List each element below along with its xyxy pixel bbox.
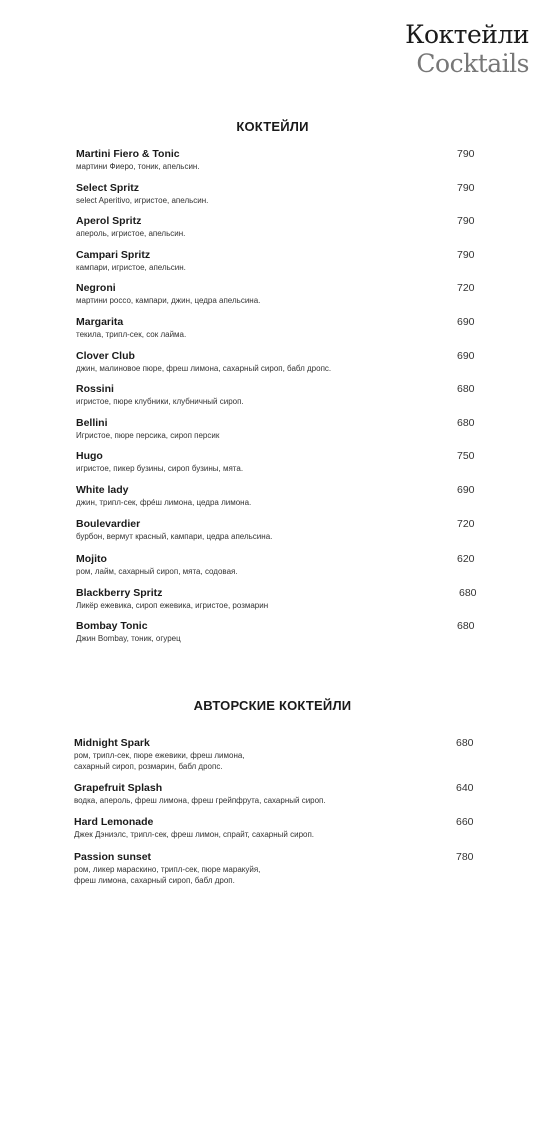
item-price: 620 — [457, 553, 475, 566]
item-name: Hard Lemonade — [74, 816, 154, 828]
item-description: ром, лайм, сахарный сироп, мята, содовая. — [76, 567, 238, 577]
item-description: джин, малиновое пюре, фреш лимона, сахарный сироп, бабл дропс. — [76, 363, 332, 373]
menu-item — [76, 182, 476, 216]
signature-cocktail-list — [74, 737, 476, 896]
menu-item — [74, 816, 476, 851]
item-price: 720 — [457, 282, 475, 295]
item-price: 680 — [457, 383, 475, 396]
item-name: Grapefruit Splash — [74, 782, 163, 794]
item-description: бурбон, вермут красный, кампари, цедра апельсина. — [76, 531, 273, 541]
item-price: 680 — [456, 737, 474, 749]
item-description: кампари, игристое, апельсин. — [76, 262, 186, 272]
item-price: 680 — [459, 586, 477, 599]
item-price: 750 — [457, 450, 475, 463]
menu-item — [76, 518, 476, 554]
item-price: 660 — [456, 816, 474, 828]
item-name: Bellini — [76, 416, 108, 429]
menu-item — [74, 737, 476, 782]
item-price: 690 — [457, 315, 475, 328]
item-name: Select Spritz — [76, 181, 140, 194]
item-description-line: водка, апероль, фреш лимона, фреш грейпфрута, сахарный сироп. — [74, 796, 326, 805]
page-header — [405, 20, 529, 78]
menu-item — [76, 383, 476, 417]
item-description: джин, трипл-сек, фрéш лимона, цедра лимона. — [76, 497, 252, 507]
item-price: 780 — [456, 851, 474, 863]
item-description: текила, трипл-сек, сок лайма. — [76, 329, 187, 339]
item-name: Margarita — [76, 315, 124, 328]
menu-item — [76, 316, 476, 350]
item-name: Aperol Spritz — [76, 215, 142, 228]
item-name: Blackberry Spritz — [76, 586, 163, 599]
item-name: Hugo — [76, 450, 103, 463]
item-price: 790 — [457, 215, 475, 228]
item-description: Ликёр ежевика, сироп ежевика, игристое, розмарин — [76, 600, 269, 610]
item-description: мартини Фиеро, тоник, апельсин. — [76, 162, 200, 171]
item-name: Martini Fiero & Tonic — [76, 148, 180, 160]
item-price: 720 — [457, 517, 475, 530]
item-name: White lady — [76, 483, 129, 496]
menu-item — [76, 484, 476, 518]
item-price: 790 — [457, 181, 475, 194]
item-name: Bombay Tonic — [76, 620, 148, 633]
menu-item — [76, 282, 476, 316]
item-description: Игристое, пюре персика, сироп персик — [76, 430, 220, 440]
section-title-cocktails: КОКТЕЙЛИ — [236, 119, 309, 134]
menu-item — [76, 215, 476, 249]
menu-item — [76, 148, 476, 182]
item-name: Clover Club — [76, 349, 135, 362]
menu-item — [76, 553, 476, 587]
menu-item — [76, 450, 476, 484]
item-name: Campari Spritz — [76, 248, 151, 261]
item-price: 680 — [457, 620, 475, 633]
item-price: 640 — [456, 782, 474, 794]
item-name: Negroni — [76, 282, 116, 295]
item-price: 690 — [457, 483, 475, 496]
item-description: select Aperitivo, игристое, апельсин. — [76, 195, 209, 205]
menu-item — [76, 249, 476, 283]
item-description: Джин Bombay, тоник, огурец — [76, 634, 181, 644]
menu-item — [74, 851, 476, 896]
item-description: апероль, игристое, апельсин. — [76, 229, 186, 239]
item-description-line: ром, ликер мараскино, трипл-сек, пюре маракуйя, — [74, 865, 261, 874]
header-title-en: Cocktails — [416, 49, 529, 78]
item-name: Passion sunset — [74, 851, 152, 863]
menu-item — [76, 417, 476, 451]
menu-item — [74, 782, 476, 816]
item-description: игристое, пюре клубники, клубничный сироп. — [76, 397, 244, 407]
item-name: Boulevardier — [76, 517, 141, 530]
item-name: Midnight Spark — [74, 737, 150, 749]
cocktail-list — [76, 148, 476, 654]
item-price: 790 — [457, 148, 475, 160]
menu-item — [76, 350, 476, 384]
menu-item — [76, 587, 476, 621]
item-description-line: фреш лимона, сахарный сироп, бабл дроп. — [74, 876, 235, 885]
item-price: 690 — [457, 349, 475, 362]
item-price: 790 — [457, 248, 475, 261]
item-price: 680 — [457, 416, 475, 429]
item-description-line: Джек Дэниэлс, трипл-сек, фреш лимон, спрайт, сахарный сироп. — [74, 830, 315, 839]
menu-item — [76, 620, 476, 654]
section-title-signature-cocktails: АВТОРСКИЕ КОКТЕЙЛИ — [193, 698, 352, 713]
header-title-ru: Коктейли — [405, 20, 529, 49]
item-description: игристое, пикер бузины, сироп бузины, мята. — [76, 464, 244, 474]
item-name: Mojito — [76, 553, 107, 566]
item-name: Rossini — [76, 383, 114, 396]
item-description-line: ром, трипл-сек, пюре ежевики, фреш лимона, — [74, 751, 245, 760]
item-description-line: сахарный сироп, розмарин, бабл дропс. — [74, 762, 223, 771]
item-description: мартини россо, кампари, джин, цедра апельсина. — [76, 296, 261, 306]
